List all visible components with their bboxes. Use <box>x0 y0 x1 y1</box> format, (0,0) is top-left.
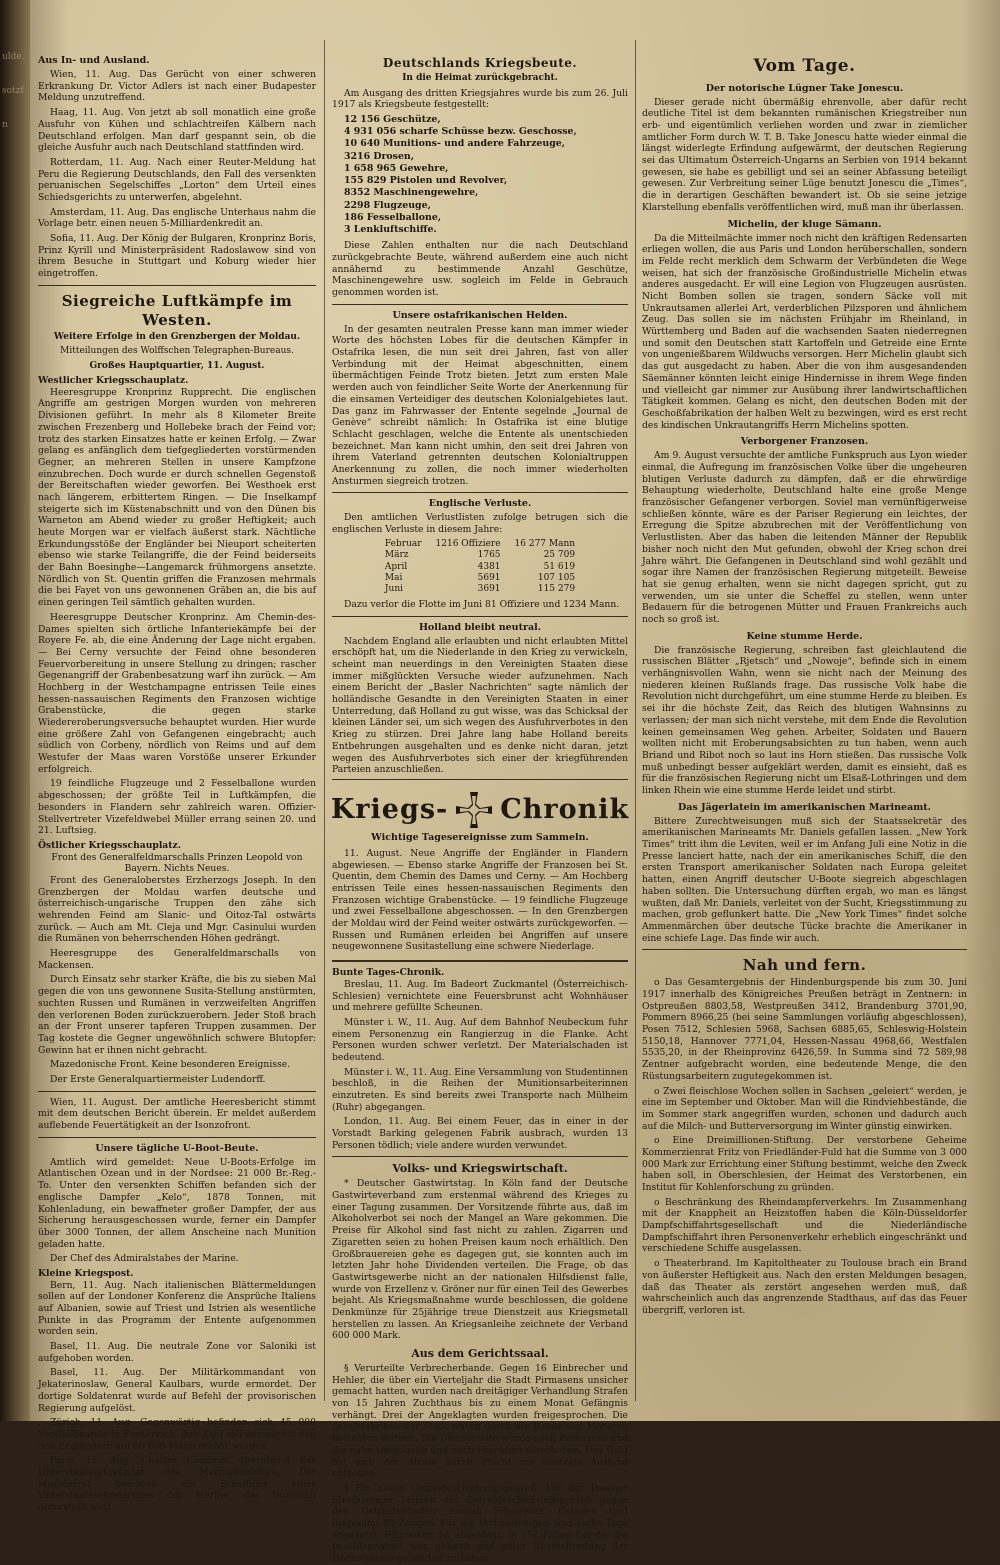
nah-und-fern-items <box>642 977 967 1316</box>
news-item: Basel, 11. Aug. Die neutrale Zone vor Saloniki ist aufgehoben worden. <box>38 1341 316 1364</box>
newspaper-page <box>30 0 1000 1565</box>
table-cell: Februar <box>384 538 422 549</box>
book-binding <box>0 0 30 1421</box>
news-item: o Eine Dreimillionen-Stiftung. Der verstorbene Geheime Kommerzienrat Fritz von Friedländer-Fuld hat die Summe von 3 000 000 Mark zur Errichtung einer Stiftung bestimmt, welche den Zweck haben soll, in Oberschlesien, der Heimat des Verstorbenen, ein Institut für Kohlenforschung zu gründen. <box>642 1135 967 1193</box>
herde-text: Die französische Regierung, schreiben fast gleichlautend die russischen Blätter „Rjetsch“ und „Nowoje“, befinde sich in einem verhängnisvollen Wahn, wenn sie nicht nach der Meinung des niederen kleinen Rußlands frage. Das russische Volk habe die Revolution nicht durchgeführt, um eine stumme Herde zu bleiben. Es sei ihr die höchste Zeit, das Reich des blutigen Wahnsinns zu verlassen; der man sich nicht verstehe, mit dem Ende die Revolution keinen gemeinsamen Weg gehen. Arbeiter, Soldaten und Bauern wollten nicht mit Eroberungsabsichten zu tun haben, wenn auch Briand und Ribot noch so laut ins Horn stießen. Das russische Volk muß unbedingt besser aufgeklärt werden, damit es einsieht, daß es für die französischen Regierung nicht um Elsaß-Lothringen und dem linken Rhein wie eine stumme Herde leidet und stirbt. <box>642 644 967 796</box>
news-item: London, 11. Aug. Bei einem Feuer, das in einer in der Vorstadt Barking gelegenen Fabrik ausbrach, wurden 13 Personen tödlich; viele andere wurden verwundet. <box>332 1116 628 1151</box>
table-cell: 3691 <box>477 584 501 595</box>
iron-cross-icon <box>454 790 494 830</box>
news-item: Breslau, 11. Aug. Im Badeort Zuckmantel (Österreichisch-Schlesien) vernichtete eine Feuersbrunst acht Wohnhäuser und mehrere gefüllte Scheunen. <box>332 978 628 1014</box>
article-title-uboot: Unsere tägliche U-Boot-Beute. <box>95 1142 259 1154</box>
report-paragraph: Durch Einsatz sehr starker Kräfte, die bis zu sieben Mal gegen die von uns gewonnene Susita-Stellung anstürmten, suchten Russen und Rumänen in verzweifelten Angriffen den verlorenen Boden zurückzuerobern. Jeder Stoß brach an der Front unserer tapferen Truppen zusammen. Der Tag kostete die Gegner ungewöhnlich schwere Blutopfer: Gewinn hat er ihnen nicht gebracht. <box>38 974 316 1056</box>
table-cell: Juni <box>384 584 404 595</box>
east-front-report <box>38 875 316 1086</box>
table-cell: 107 105 <box>537 573 576 584</box>
table-cell: 4381 <box>477 561 501 572</box>
kriegspost-items <box>38 1280 316 1514</box>
news-item: § Verurteilte Verbrecherbande. Gegen 16 Einbrecher und Hehler, die über ein Vierteljahr die Stadt Pirmasens unsicher gemacht hatten, wurden nach dreitägiger Verhandlung Strafen von 15 Jahren Zuchthaus bis zu einem Monat Gefängnis verhängt. Drei der Angeklagten wurden freigesprochen. Die Schuhfabriken der Stadt waren durch die Bande seit Monaten bestohlen worden. Die Diebesbeute wurde nach Pirmasens und die nahe Umgebung und nach Frankfurt verschoben. Das Geld hat sich der Strafe durch Flucht ins neutrale Ausland entzogen. <box>332 1363 628 1480</box>
article-title-vom-tage: Vom Tage. <box>753 56 856 76</box>
news-item: Rotterdam, 11. Aug. Nach einer Reuter-Meldung hat Peru die Regierung Deutschlands, den Fall des versenkten peruanischen Segelschiffes „Lorton“ dem Urteil eines Schiedsgerichts zu unterwerfen, abgelehnt. <box>38 156 316 203</box>
beute-item: 12 156 Geschütze, <box>344 114 441 126</box>
article-subtitle: Weitere Erfolge in den Grenzbergen der Moldau. <box>53 331 301 342</box>
ausland-articles <box>38 69 316 280</box>
column-rule <box>635 40 636 1401</box>
jonescu-text: Dieser gerade nicht übermäßig ehrenvolle, aber dafür recht deutliche Titel ist dem bekannten rumänischen Kriegstreiber nun erb- und eigentümlich verliehen worden und zwar in ziemlicher amtlicher Form durch W. T. B. Take Jonescu hatte wieder einmal die längst widerlegte Erfindung aufgewärmt, der deutschen Regierung sei das Ultimatum Österreich-Ungarns an Serbien von 1914 bekannt gewesen, sie habe es gebilligt und sei an seiner Abfassung beteiligt gewesen. Zur Verbreitung seiner Lüge benutzt Jonescu die „Times“, die in derartigen Geschäften bewandert ist. Ob sie seine jetzige Klarstellung ebenfalls veröffentlichen wird, muß man ihr überlassen. <box>642 96 967 213</box>
west-front-report <box>38 387 316 837</box>
column-2 <box>330 50 630 1565</box>
table-cell: 25 709 <box>543 550 576 561</box>
column-3 <box>642 50 967 1386</box>
report-paragraph: Mazedonische Front. Keine besonderen Ereignisse. <box>50 1059 291 1071</box>
chronik-title-left: Kriegs- <box>330 793 449 825</box>
column-1 <box>38 50 316 1514</box>
report-paragraph: Der Erste Generalquartiermeister Ludendorff. <box>50 1073 266 1085</box>
jaegerlatein-text: Bittere Zurechtweisungen muß sich der Staatssekretär des amerikanischen Marineamts Mr. Daniels gefallen lassen. „New York Times“ tritt ihm die Leviten, weil er im Anfang Juli eine Notiz in die Presse lanciert hatte, nach der ein amerikanisches Schiff, die den ersten Transport amerikanischer Soldaten nach Europa geleitet hatten, einen Angriff deutscher U-Boote siegreich abgeschlagen haben sollten. Die Untersuchung dürften ergab, wo man es längst wußten, daß Mr. Daniels, verleitet von der Sucht, Kriegsstimmung zu machen, grob geflunkert hatte. Die „New York Times“ findet solche Ammenmärchen über deutsche Tücke brachte die Amerikaner in eine schiefe Lage. Das finde wir auch. <box>642 815 967 944</box>
report-paragraph: Heeresgruppe Deutscher Kronprinz. Am Chemin-des-Dames spielten sich örtliche Infanteriekämpfe bei der Royere Fe. ab, die eine Änderung der Lage nicht ergaben. — Bei Cerny versuchte der Feind ohne besonderen Feuervorbereitung in unsere Stellung zu dringen; rascher Gegenangriff der Grabenbesatzung warf ihn zurück. — Am Hochberg in der Westchampagne entrissen Teile eines hessen-nassauischen Regiments den Franzosen wichtige Grabenstücke, die gegen starke Wiedereroberungsversuche behauptet wurden. Hier wurde eine größere Zahl von Gefangenen eingebracht; auch südlich von Corbeny, nördlich von Reims und auf dem Westufer der Maas waren Vorstöße unserer Erkunder erfolgreich. <box>38 611 316 775</box>
news-item: Basel, 11. Aug. Der Militärkommandant von Jekaterinoslaw, General Kaulbars, wurde ermordet. Der dortige Soldatenrat wurde auf Befehl der provisorischen Regierung aufgelöst. <box>38 1367 316 1414</box>
east-front-subheading: Front des Generalfeldmarschalls Prinzen Leopold von Bayern. Nichts Neues. <box>51 851 303 875</box>
wien-report: Wien, 11. August. Der amtliche Heeresbericht stimmt mit dem deutschen Bericht überein. Er meldet außerdem auflebende Feuertätigkeit an der Isonzofront. <box>38 1096 316 1132</box>
article-title-verluste: Englische Verluste. <box>428 498 532 510</box>
gerichtssaal-items <box>332 1363 628 1565</box>
table-cell: 1216 Offiziere <box>435 538 501 549</box>
west-front-heading: Westlicher Kriegsschauplatz. <box>38 375 189 387</box>
chronik-text: 11. August. Neue Angriffe der Engländer in Flandern abgewiesen. — Ebenso starke Angriffe der Franzosen bei St. Quentin, dem Chemin des Dames und Cerny. — Am Hochberg entrissen Teile eines hessen-nassauischen Regiments den Franzosen wichtige Grabenstücke. — 19 feindliche Flugzeuge und zwei Fesselballone abgeschossen. — In den Grenzbergen der Moldau wird der Feind weiter ostwärts zurückgeworfen. — Russen und Rumänen erleiden bei Angriffen auf unsere neugewonnene Susitastellung eine schwere Niederlage. <box>332 847 628 953</box>
volkswirtschaft-text: * Deutscher Gastwirtstag. In Köln fand der Deutsche Gastwirteverband zum erstenmal während des Krieges zu einer Tagung zusammen. Der Vorsitzende führte aus, daß im Alkoholverbot sei noch der Mangel an Ware gekommen. Die Preise für Alkohol sind fast nicht zu zahlen. Zigarren und Zigaretten seien zu hohen Preisen kaum noch erhältlich. Den Großbrauereien gehe es dagegen gut, sie konnten auch im letzten Jahr hohe Dividenden verteilen. Die Frage, ob das Gastwirtsgewerbe nicht an der nationalen Hilfsdienst falle, wurde von Erzellenz v. Gröner nur für einen Teil des Gewerbes bejaht. Als Kriegsmaßnahme wurde beschlossen, die goldene Denkmünze für 25jährige treue Dienstzeit aus Kriegsmetall herstellen zu lassen. An Kriegsanleihe zeichnete der Verband 600 000 Mark. <box>332 1178 628 1342</box>
section-heading-ausland: Aus In- und Ausland. <box>38 55 150 66</box>
news-item: Sofia, 11. Aug. Der König der Bulgaren, Kronprinz Boris, Prinz Kyrill und Ministerpräsident Radoslawow sind von ihrem Besuche in Stuttgart und Koburg wieder hier eingetroffen. <box>38 233 316 280</box>
beute-item: 155 829 Pistolen und Revolver, <box>344 175 508 187</box>
news-item: Amsterdam, 11. Aug. Das englische Unterhaus nahm die Vorlage betr. einen neuen 5-Milliardenkredit an. <box>38 206 316 230</box>
franzosen-text: Am 9. August versuchte der amtliche Funkspruch aus Lyon wieder einmal, die Aufregung im französischen Volke über die ungeheuren blutigen Verluste dadurch zu dämpfen, daß er die ehrwürdige Behauptung wiederholte, Deutschland halte eine große Menge französischer Gefangener verborgen. Soviel man vernünftigerweise schließen könnte, wäre es der Pariser Regierung ein leichtes, der Erregung die Spitze abzubrechen mit der Veröffentlichung von Verlustlisten. Aber das haben die leitenden Männer der Republik bisher noch nicht den Mut gefunden, obwohl der Krieg schon drei Jahre währt. Die Gefangenen in Deutschland sind wohl gezählt und sogar ihre Namen der französischen Regierung mitgeteilt. Beweise hat sie genug erhalten, wenn sie nicht dagegen spricht, gut zu verwenden, um sie unter die Scheffel zu stellen, wenn unter Bedauern für die betrogenen Mütter und Frauen Frankreichs auch noch so groß ist. <box>642 450 967 625</box>
table-row <box>378 573 582 584</box>
table-cell: 115 279 <box>537 584 576 595</box>
beute-item: 1 658 965 Gewehre, <box>344 162 449 174</box>
article-title-volkswirtschaft: Volks- und Kriegswirtschaft. <box>392 1162 568 1176</box>
report-paragraph: 19 feindliche Flugzeuge und 2 Fesselballone wurden abgeschossen; der größte Teil in Luftkämpfen, die besonders in Flandern sehr zahlreich waren. Offizier-Stellvertreter Vizefeldwebel Müller errang seinen 20. und 21. Luftsieg. <box>38 778 316 837</box>
wire-service-line: Mitteilungen des Wolffschen Telegraphen-Bureaus. <box>60 346 294 357</box>
table-row <box>378 584 582 595</box>
beute-item: 2298 Flugzeuge, <box>344 199 431 211</box>
report-paragraph: Heeresgruppe des Generalfeldmarschalls von Mackensen. <box>38 948 316 971</box>
table-cell: 16 277 Mann <box>514 538 576 549</box>
beute-item: 4 931 056 scharfe Schüsse bezw. Geschosse, <box>344 126 577 138</box>
table-cell: Mai <box>384 573 403 584</box>
news-item: Haag, 11. Aug. Von jetzt ab soll monatlich eine große Ausfuhr von Kühen und schlachtreifen Kälbern nach Deutschland erfolgen. Man darf gespannt sein, ob die gleiche Ausfuhr auch nach Deutschland stattfinden wird. <box>38 107 316 154</box>
divider <box>38 1091 316 1092</box>
table-cell: 51 619 <box>543 561 576 572</box>
beute-list <box>344 114 628 236</box>
beute-item: 3216 Drosen, <box>344 150 415 162</box>
article-title-luftkaempfe: Siegreiche Luftkämpfe im Westen. <box>61 291 293 329</box>
divider <box>332 492 628 493</box>
beute-item: 3 Lenkluftschiffe. <box>344 224 437 235</box>
article-title-gerichtssaal: Aus dem Gerichtssaal. <box>411 1347 549 1361</box>
dateline: Großes Hauptquartier, 11. August. <box>89 360 265 371</box>
news-item: o Beschränkung des Rheindampferverkehrs. Im Zusammenhang mit der Knappheit an Heizstoffen haben die Köln-Düsseldorfer Dampfschiffahrtsgesellschaft und die Niederländische Dampfschiffahrt ihren Personenverkehr erheblich eingeschränkt und verschiedene Schiffe ausgelassen. <box>642 1196 967 1255</box>
news-item: Paris, 11. Aug. Charles Chaumet übernimmt das Unterstaatssekretariat des Marineministers. Der Ministerrat beschloß die Schaffung eines Unterstaatssekretariates der Marine, das Dumesnil unterstellt wird. <box>38 1455 316 1514</box>
article-subtitle-herde: Keine stumme Herde. <box>746 630 863 642</box>
helden-text: In der gesamten neutralen Presse kann man immer wieder Worte des höchsten Lobes für die deutschen Kämpfer in Ostafrika lesen, die nun seit drei Jahren, fast von aller Verbindung mit der Heimat abgeschnitten, einem übermächtigen Feinde Trotz bieten. Jetzt zum ersten Male werden auch von feindlicher Seite Worte der Anerkennung für die einsamen Verteidiger des deutschen Kolonialgebietes laut. Das ganz im Fahrwasser der Entente segelnde „Journal de Genève“ schreibt nämlich: In Ostafrika ist eine blutige Schlacht geschlagen, welche die Entente als unentschieden bezeichnet. Man kann nicht umhin, den seit drei Jahren von ihrem Vaterland getrennten deutschen Kolonialtruppen Anerkennung zu zollen, die noch immer wiederholten Ansturmen siegreich trotzen. <box>332 323 628 487</box>
news-item: Bern, 11. Aug. Nach italienischen Blättermeldungen sollen auf der Londoner Konferenz die Ansprüche Italiens auf Albanien, sowie auf Triest und Istrien als wesentliche Punkte in das Programm der Entente aufgenommen worden sein. <box>38 1279 316 1338</box>
report-paragraph: Der Chef des Admiralstabes der Marine. <box>50 1253 239 1265</box>
chronik-subtitle: Wichtige Tagesereignisse zum Sammeln. <box>371 831 589 843</box>
report-paragraph: Front des Generaloberstes Erzherzogs Joseph. In den Grenzbergen der Moldau warfen deutsche und österreichisch-ungarische Truppen den zähe sich wehrenden Feind am Slanic- und Oitoz-Tal ostwärts zurück. — Auch am Mt. Cleja und Mgr. Casinului wurden die Rumänen von beherrschenden Höhen gedrängt. <box>38 874 316 945</box>
column-rule <box>324 40 325 1401</box>
news-item: Münster i. W., 11. Aug. Auf dem Bahnhof Neubeckum fuhr einem Personenzug ein Rangierzug in die Flanke. Acht Personen wurden schwer verletzt. Der Materialschaden ist bedeutend. <box>332 1016 628 1063</box>
divider <box>332 304 628 305</box>
article-subtitle-michelin: Michelin, der kluge Sämann. <box>727 218 882 230</box>
beute-item: 10 640 Munitions- und andere Fahrzeuge, <box>344 138 565 150</box>
divider <box>38 1137 316 1138</box>
news-item: o Das Gesamtergebnis der Hindenburgspende bis zum 30. Juni 1917 innerhalb des Königreiches Preußen beträgt in Zentnern: in Ostpreußen 8803,58, Westpreußen 3412, Brandenburg 3701,90, Pommern 8966,25 (bei seine Sammlungen vorläufig abgeschlossen), Posen 7512, Schlesien 5968, Sachsen 6885,65, Schleswig-Holstein 5150,18, Hannover 7771,04, Hessen-Nassau 4968,66, Westfalen 5535,20, in der Rheinprovinz 6426,59. In Summa sind 72 589,98 Zentner aufgebracht worden, eine bedeutende Menge, die den Rüstungsarbeitern zugutegekommen ist. <box>642 977 967 1082</box>
article-title-kriegsbeute: Deutschlands Kriegsbeute. <box>382 56 578 70</box>
news-item: Münster i. W., 11. Aug. Eine Versammlung von Studentinnen beschloß, in die Reihen der Munitionsarbeiterinnen einzutreten. Es sind bereits zwei Transporte nach Mülheim (Ruhr) abgegangen. <box>332 1066 628 1113</box>
michelin-text: Da die Mitteilmächte immer noch nicht den kräftigen Redensarten erliegen wollen, die aus Paris und London herüberschallen, sondern im Felde recht merklich dem Schwarm der Verbündeten die Wege weisen, hat sich der französische Großindustrielle Michelin etwas anderes ausgedacht. Er will eine Legion von Flugzeugen ausrüsten. Nicht Bomben sollen sie tragen, sondern Säcke voll mit Unkrautsamen allerlei Art, verderblichen Pilzsporen und ähnlichem Zeug. Das sollen sie im nächsten Frühjahr im Rheinland, in Württemberg und Baden auf die wachsenden Saaten niederregnen und somit den Deutschen statt Kartoffeln und Getreide eine Ernte von ungenießbarem Wildwuchs versorgen. Herr Michelin glaubt sich das gut ausgedacht zu haben. Aber die von ihm ausgesandenden Säemänner könnten leicht einige Hindernisse in ihrem Wege finden und vielleicht gar nimmer zur Ausübung ihrer landwirtschaftlichen Tätigkeit kommen. Gelang es nicht, den deutschen Boden mit der Geschoßfabrikation der halben Welt zu bezwingen, wird es erst recht des kindischen Unkrautangriffs Herrn Michelins spotten. <box>642 232 967 431</box>
news-item: o Zwei fleischlose Wochen sollen in Sachsen „geleiert“ werden, je eine im September und Oktober. Man will die Rindviehbestände, die im Sommer stark angegriffen wurden, schonen und dadurch auch auf die Milch- und Butterversorgung im Winter günstig einwirken. <box>642 1085 967 1132</box>
table-cell: März <box>384 550 409 561</box>
news-item: Wien, 11. Aug. Das Gerücht von einer schweren Erkrankung Dr. Victor Adlers ist nach einer Budapester Meldung unzutreffend. <box>38 69 316 104</box>
table-row <box>378 550 582 561</box>
bunte-chronik-items <box>332 979 628 1152</box>
divider <box>332 1156 628 1157</box>
verluste-outro: Dazu verlor die Flotte im Juni 81 Offiziere und 1234 Mann. <box>344 598 620 610</box>
east-front-heading: Östlicher Kriegsschauplatz. <box>38 839 181 851</box>
chronik-title-right: Chronik <box>500 793 630 825</box>
verluste-intro: Den amtlichen Verlustlisten zufolge betrugen sich die englischen Verluste in diesem Jahre: <box>332 512 628 536</box>
article-title-holland: Holland bleibt neutral. <box>418 621 542 633</box>
article-subtitle-jaegerlatein: Das Jägerlatein im amerikanischen Marineamt. <box>678 801 931 813</box>
news-item: o Theaterbrand. Im Kapitoltheater zu Toulouse brach ein Brand von äußerster Heftigkeit aus. Nach den ersten Meldungen besagen, daß das Theater als zerstört angesehen werden muß, daß wahrscheinlich auch das angrenzende Stadthaus, auf das das Feuer übergriff, verloren ist. <box>642 1258 967 1316</box>
report-paragraph: Heeresgruppe Kronprinz Rupprecht. Die englischen Angriffe am gestrigen Morgen wurden von mehreren Divisionen geführt. In mehr als 8 Kilometer Breite zwischen Frezenberg und Hollebeke brach der Feind vor; trotz des starken Einsatzes hatte er keinen Erfolg. — Zwar gelang es anfänglich dem tiefgegliederten vorstürmenden Gegner, an mehreren Stellen in unsere Kampfzone einzubrechen. Doch wurde er durch schnellen Gegenstoß der Bereitschaften wieder geworfen. Bei Westhoek erst nach längerem, erbittertem Ringen. — Die Inselkampf steigerte sich im Küstenabschnitt und von den Dünen bis Warneton am Abend wieder zu großer Heftigkeit; auch heute Morgen war er vielfach äußerst stark. Nächtliche Erkundungsstöße der Engländer bei Nieuport scheiterten ebenso wie starke Teilangriffe, die der Feind beiderseits der Bahn Boesinghe—Langemarck frühmorgens ansetzte. Nördlich von St. Quentin griffen die Franzosen mehrmals die bei Fayet von uns gewonnenen Gräben an, die bis auf einen geringen Teil sämtlich gehalten wurden. <box>38 386 316 609</box>
verluste-table <box>378 539 582 596</box>
binding-spine-text: ulde.sotzfn <box>2 52 25 130</box>
divider <box>332 616 628 617</box>
table-cell: 5691 <box>477 573 501 584</box>
news-item: Zürich, 11. Aug. Gegenwärtig befinden sich 45 000 Vorsteilbeamte in Frankreich, ihre Zahl soll demnächst von den Engländern auf 60 000 Mann erhöht werden. <box>38 1417 316 1452</box>
beute-item: 186 Fesselballone, <box>344 211 442 223</box>
divider <box>642 949 967 950</box>
table-cell: 1765 <box>477 550 501 561</box>
table-row <box>378 562 582 573</box>
beute-outro: Diese Zahlen enthalten nur die nach Deutschland zurückgebrachte Beute, während außerdem eine auch nicht annähernd zu bestimmende Anzahl Geschütze, Maschinengewehre usw. sogleich im Felde in Gebrauch genommen worden ist. <box>332 240 628 298</box>
article-title-nah-und-fern: Nah und fern. <box>742 956 867 975</box>
uboot-report <box>38 1157 316 1265</box>
bunte-chronik-heading: Bunte Tages-Chronik. <box>332 967 445 979</box>
news-item: § Ein neuer Getreideschiebungsprozeß. Vor der Posener Strafkammer begann der Getreideschiebungsprozeß gegen den Getreidehändler Roman Filipiewicz. Geladen sind insgesamt 80 Zeugen. Für die Verhandlungen sind sechs Tage angesetzt. Filipiewicz ist angeklagt, in 152 Fällen Gerste, die beschlagnahmt war, gekauft und unter Überschreitung der Höchstpreise gehandelt zu haben. <box>332 1482 628 1565</box>
article-subtitle-franzosen: Verborgener Franzosen. <box>740 436 869 448</box>
beute-intro: Am Ausgang des dritten Kriegsjahres wurde bis zum 26. Juli 1917 als Kriegsbeute festgestellt: <box>332 87 628 111</box>
article-subtitle: In die Heimat zurückgebracht. <box>402 73 558 84</box>
table-row <box>378 539 582 550</box>
article-subtitle-jonescu: Der notorische Lügner Take Jonescu. <box>705 82 904 94</box>
kriegs-chronik-masthead <box>332 790 628 830</box>
kriegspost-heading: Kleine Kriegspost. <box>38 1267 134 1279</box>
beute-item: 8352 Maschinengewehre, <box>344 187 479 199</box>
kriegs-chronik-box <box>332 779 628 962</box>
report-paragraph: Amtlich wird gemeldet: Neue U-Boots-Erfolge im Atlantischen Ozean und in der Nordsee: 21 000 Br.-Reg.-To. Unter den versenkten Schiffen befanden sich der englische Dampfer „Kelo“, 1878 Tonnen, mit Kohlenladung, ein bewaffneter großer Dampfer, der aus Sicherung herausgeschossen wurde, ferner ein Dampfer über 3000 Tonnen, der allem Anscheine nach Munition geladen hatte. <box>38 1156 316 1250</box>
divider <box>38 285 316 286</box>
article-title-helden: Unsere ostafrikanischen Helden. <box>392 309 568 321</box>
holland-text: Nachdem England alle erlaubten und nicht erlaubten Mittel erschöpft hat, um die Niederlande in den Krieg zu verwickeln, scheint man neuerdings in den Vereinigten Staaten diese immer mißglückten Versuche wieder aufzunehmen. Nach einem Bericht der „Basler Nachrichten“ sagte nämlich der holländische Gesandte in den Vereinigten Staaten in einer Unterredung, daß Holland zu gut wisse, was das Schicksal der kleinen Länder sei, um sich wegen des Ausfuhrverbotes in den Krieg zu stürzen. Drei Jahre lang habe Holland bereits Entbehrungen ausgehalten und es denke nicht daran, jetzt wegen des Ausfuhrverbotes sich einer der kriegführenden Parteien anzuschließen. <box>332 635 628 776</box>
table-cell: April <box>384 561 408 572</box>
